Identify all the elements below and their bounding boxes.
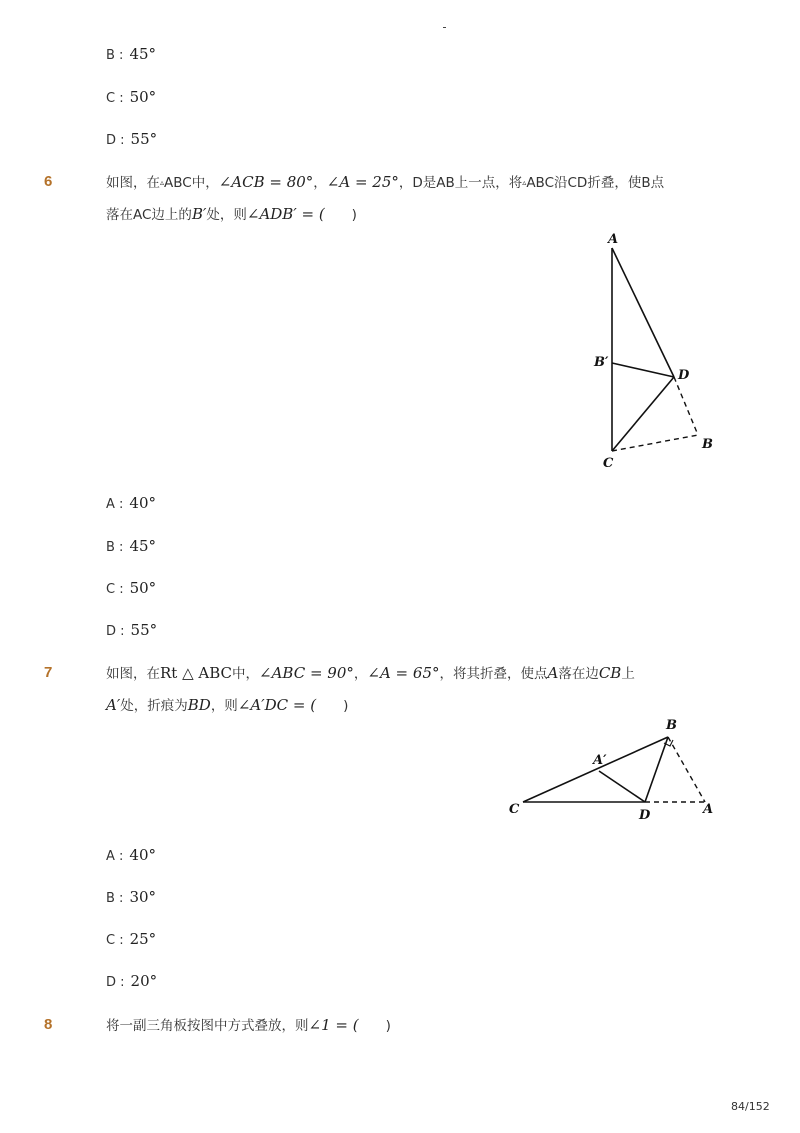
segment-ba-dashed bbox=[668, 737, 705, 802]
question-number: 7 bbox=[44, 664, 53, 681]
option-d[interactable]: D : 20° bbox=[106, 972, 158, 990]
option-d[interactable]: D : 55° bbox=[106, 130, 158, 148]
question-text-line1: 将一副三角板按图中方式叠放，则∠1 = ( ) bbox=[106, 1016, 391, 1034]
question-text-line1: 如图，在▵ABC中，∠ACB = 80°，∠A = 25°，D是AB上一点，将▵ABC沿CD折叠，使B点 bbox=[106, 173, 665, 191]
label-b: B bbox=[702, 437, 713, 452]
question-text-line2: A′处，折痕为BD，则∠A′DC = ( ) bbox=[106, 696, 349, 714]
label-b-prime: B′ bbox=[594, 355, 609, 370]
option-b[interactable]: B : 45° bbox=[106, 45, 157, 63]
top-mark bbox=[443, 27, 446, 28]
option-a[interactable]: A : 40° bbox=[106, 494, 156, 512]
option-b[interactable]: B : 30° bbox=[106, 888, 157, 906]
segment-cb bbox=[523, 737, 668, 802]
label-d: D bbox=[678, 368, 690, 383]
label-d: D bbox=[639, 808, 651, 823]
segment-cd bbox=[612, 377, 674, 451]
question-text-line2: 落在AC边上的B′处，则∠ADB′ = ( ) bbox=[106, 205, 357, 223]
segment-apd bbox=[599, 771, 645, 802]
question-number: 6 bbox=[44, 173, 53, 190]
triangle-figure-q7 bbox=[500, 715, 725, 825]
label-a: A bbox=[703, 802, 714, 817]
option-c[interactable]: C : 25° bbox=[106, 930, 157, 948]
question-number: 8 bbox=[44, 1016, 53, 1033]
segment-bpd bbox=[612, 363, 674, 377]
segment-ad bbox=[612, 248, 674, 377]
option-b[interactable]: B : 45° bbox=[106, 537, 157, 555]
option-c[interactable]: C : 50° bbox=[106, 88, 157, 106]
question-text-line1: 如图，在Rt △ ABC中，∠ABC = 90°，∠A = 65°，将其折叠，使点A落在边CB上 bbox=[106, 664, 635, 682]
triangle-figure-q6 bbox=[585, 226, 725, 476]
label-a: A bbox=[608, 232, 619, 247]
label-a-prime: A′ bbox=[593, 753, 607, 768]
segment-cb-dashed bbox=[612, 435, 698, 451]
option-a[interactable]: A : 40° bbox=[106, 846, 156, 864]
option-c[interactable]: C : 50° bbox=[106, 579, 157, 597]
option-d[interactable]: D : 55° bbox=[106, 621, 158, 639]
page-number: 84/152 bbox=[731, 1100, 770, 1113]
label-c: C bbox=[509, 802, 520, 817]
label-b: B bbox=[666, 718, 677, 733]
segment-db-dashed bbox=[674, 377, 698, 435]
label-c: C bbox=[603, 456, 614, 471]
segment-bd bbox=[645, 737, 668, 802]
